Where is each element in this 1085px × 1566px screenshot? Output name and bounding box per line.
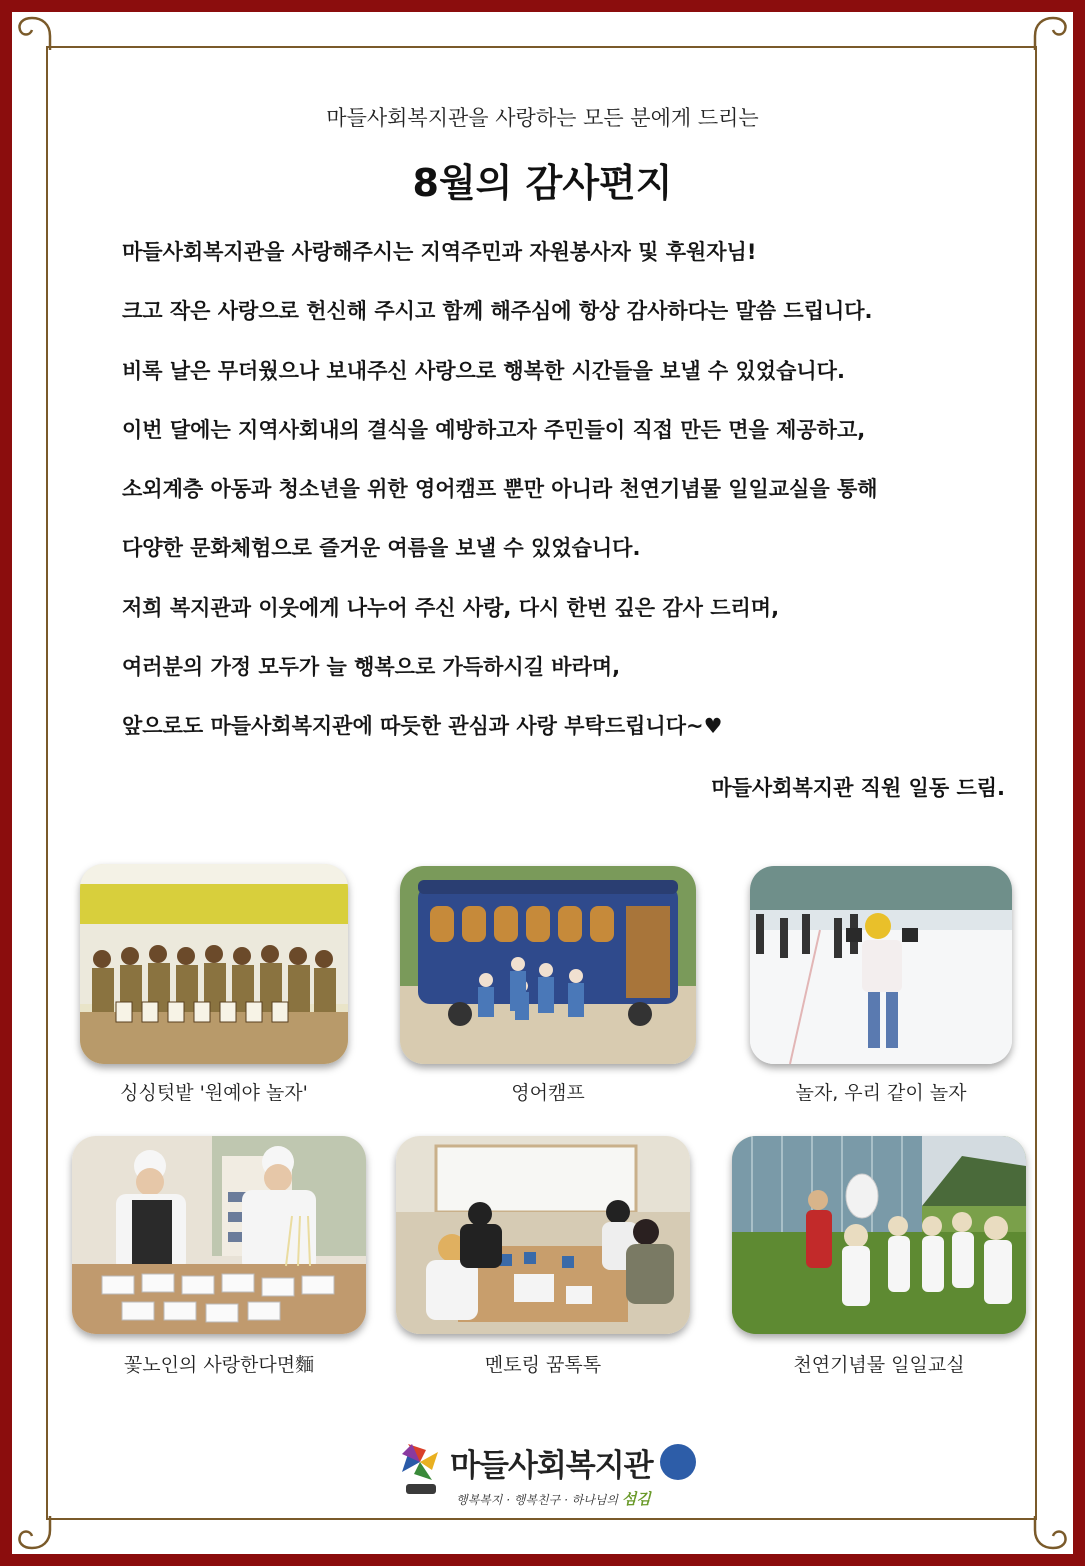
photo-caption: 멘토링 꿈톡톡 (484, 1354, 602, 1376)
corner-ornament-icon (1031, 1512, 1071, 1552)
letter-line: 앞으로도 마들사회복지관에 따듯한 관심과 사랑 부탁드립니다~♥ (122, 714, 723, 739)
photo-gardening (80, 864, 348, 1064)
organization-logo (398, 1436, 698, 1516)
photo-english-camp (400, 866, 696, 1064)
photo-caption: 천연기념물 일일교실 (793, 1354, 965, 1376)
letter-subtitle: 마들사회복지관을 사랑하는 모든 분에게 드리는 (326, 106, 759, 130)
photo-mentoring (396, 1136, 690, 1334)
corner-ornament-icon (14, 14, 54, 54)
letter-line: 저희 복지관과 이웃에게 나누어 주신 사랑, 다시 한번 깊은 감사 드리며, (122, 595, 780, 620)
photo-ice-skating (750, 866, 1012, 1064)
letter-line: 마들사회복지관을 사랑해주시는 지역주민과 자원봉사자 및 후원자님! (122, 240, 757, 264)
letter-line: 비록 날은 무더웠으나 보내주신 사랑으로 행복한 시간들을 보낼 수 있었습니다. (122, 358, 845, 383)
organization-name: 마들사회복지관 (450, 1448, 653, 1484)
letter-signature: 마들사회복지관 직원 일동 드림. (711, 776, 1005, 800)
letter-body (122, 232, 1022, 766)
photo-caption: 놀자, 우리 같이 놀자 (795, 1082, 967, 1104)
badge-emblem-icon (660, 1444, 696, 1480)
letter-line: 이번 달에는 지역사회내의 결식을 예방하고자 주민들이 직접 만든 면을 제공하고, (122, 417, 866, 442)
organization-slogan (456, 1488, 651, 1509)
corner-ornament-icon (14, 1512, 54, 1552)
letter-line: 여러분의 가정 모두가 늘 행복으로 가득하시길 바라며, (122, 655, 621, 680)
photo-caption: 영어캠프 (511, 1082, 585, 1104)
photo-caption: 싱싱텃밭 '원예야 놀자' (120, 1082, 308, 1104)
photo-noodle-making (72, 1136, 366, 1334)
letter-title: 8월의 감사편지 (412, 161, 673, 205)
letter-line: 다양한 문화체험으로 즐거운 여름을 보낼 수 있었습니다. (122, 536, 641, 561)
photo-caption: 꽃노인의 사랑한다면麵 (123, 1354, 315, 1376)
slogan-main: 행복복지 · 행복친구 · 하나님의 (456, 1493, 622, 1507)
slogan-accent: 섬김 (621, 1490, 651, 1508)
photo-natural-monument-class (732, 1136, 1026, 1334)
letter-line: 크고 작은 사랑으로 헌신해 주시고 함께 해주심에 항상 감사하다는 말씀 드립니다. (122, 299, 873, 324)
corner-ornament-icon (1031, 14, 1071, 54)
pinwheel-logo-icon (398, 1440, 442, 1498)
letter-line: 소외계층 아동과 청소년을 위한 영어캠프 뿐만 아니라 천연기념물 일일교실을 통해 (122, 477, 878, 502)
